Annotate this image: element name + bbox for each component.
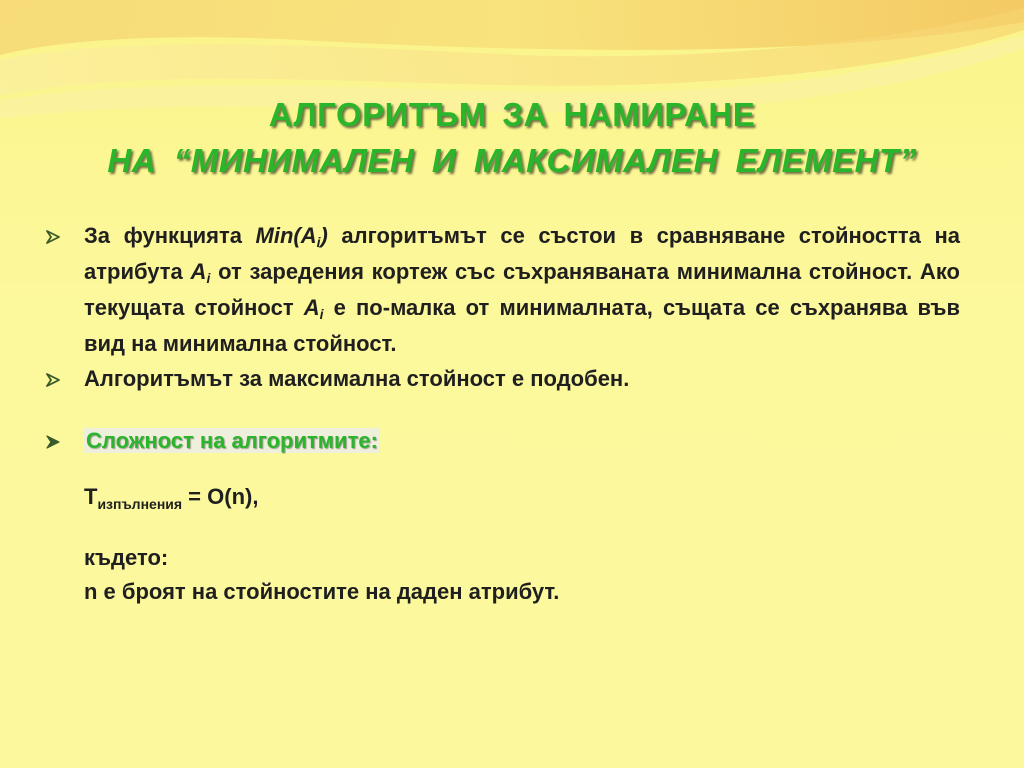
text-segment: За функцията xyxy=(84,223,256,248)
bullet-complexity xyxy=(44,426,960,456)
bullet-min-function xyxy=(44,221,960,359)
where-label: където: xyxy=(84,545,169,570)
arrow-bullet-icon xyxy=(46,435,60,449)
where-description: n е броят на стойностите на даден атрибут. xyxy=(84,579,560,604)
bullet-max-similar xyxy=(44,364,960,394)
function-name: Min(A xyxy=(255,223,317,248)
slide-content xyxy=(44,221,960,607)
text-segment: от заредения кортеж със съхраняваната минимална стойност. Ако текущата стойност xyxy=(84,259,960,320)
arrow-bullet-icon xyxy=(46,373,60,387)
title-line-1: АЛГОРИТЪМ ЗА НАМИРАНЕ xyxy=(268,96,756,133)
complexity-formula xyxy=(44,482,960,519)
subscript-i: i xyxy=(316,234,321,250)
attribute-a: A xyxy=(190,259,207,284)
subscript-i: i xyxy=(319,306,324,322)
attribute-a: A xyxy=(303,295,320,320)
text-segment: е по-малка от минималната, същата се съхранява във вид на минимална стойност. xyxy=(84,295,960,356)
bullet-text: Алгоритъмът за максимална стойност е подобен. xyxy=(84,366,630,391)
complexity-heading: Сложност на алгоритмите: xyxy=(86,428,378,453)
title-line-2: НА “МИНИМАЛЕН И МАКСИМАЛЕН ЕЛЕМЕНТ” xyxy=(107,142,917,179)
function-close: ) xyxy=(320,223,328,248)
formula-t: T xyxy=(84,484,98,509)
subscript-i: i xyxy=(206,270,211,286)
formula-rest: = O(n), xyxy=(182,484,259,509)
formula-subscript: изпълнения xyxy=(97,496,183,512)
arrow-bullet-icon xyxy=(46,230,60,244)
slide-title xyxy=(0,92,1024,184)
text-segment: алгоритъмът се състои в сравняване стойността на атрибута xyxy=(84,223,961,284)
